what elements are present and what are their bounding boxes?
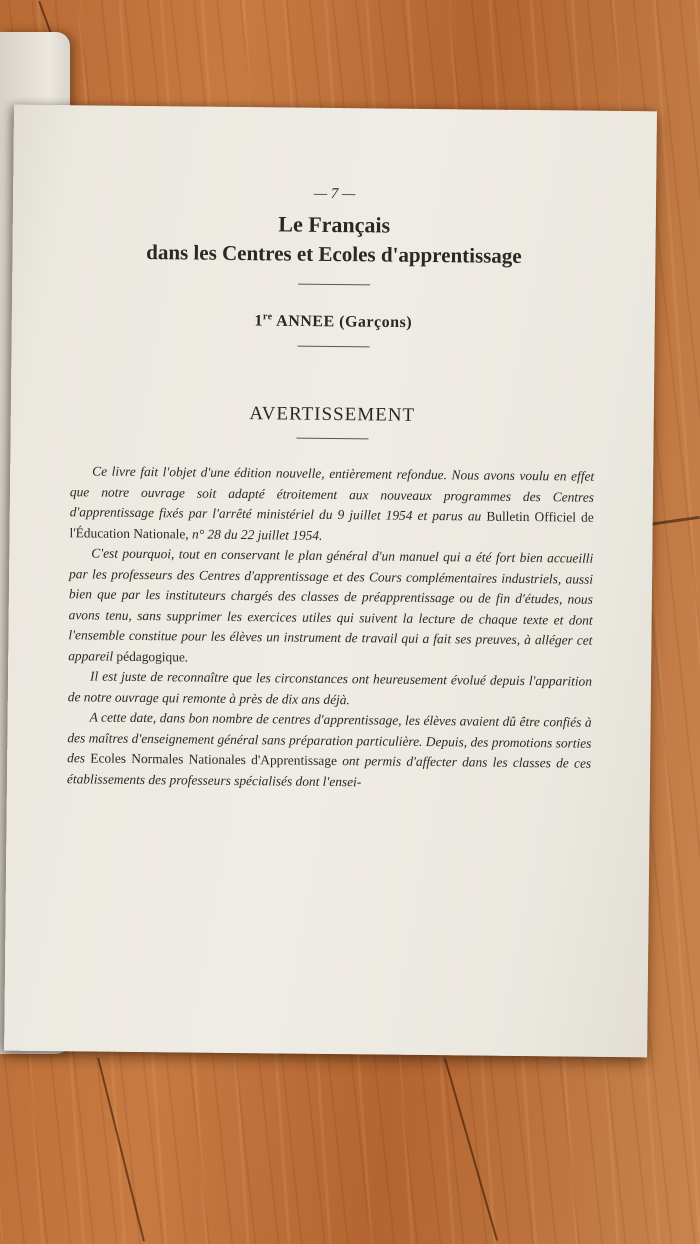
- year-number: 1: [254, 312, 263, 330]
- paragraph: [67, 707, 592, 794]
- page-number: — 7 —: [313, 185, 356, 203]
- floor-plank-gap: [444, 1058, 498, 1240]
- paragraph-text: ont permis d'affecter dans les classes de ces établissements des professeurs spécialisés dont l'ensei-: [66, 753, 592, 789]
- body-text: [67, 461, 594, 794]
- title-line-1: Le Français: [278, 211, 391, 238]
- paragraph-text: .: [184, 648, 189, 664]
- paragraph-upright-text: Bulletin Officiel de l'Éducation Nationale: [69, 508, 594, 541]
- title-divider: [298, 284, 370, 286]
- paragraph-text: , n° 28 du 22 juillet 1954.: [185, 525, 323, 543]
- paragraph-text: C'est pourquoi, tout en conservant le plan général d'un manuel qui a été fort bien accueilli par les professeurs des Centres d'apprentissage et des Cours complémentaires industriels, aussi bien que par les instituteurs chargés des classes de préapprentissage ou de fin d'études, nous avons tenu, sans supprimer les exercices utiles qui suivent la lecture de chaque texte et dont l'ensemble constitue pour les élèves un instrument de travail qui a fait ses preuves, à alléger cet appareil: [68, 545, 594, 664]
- year-superscript: re: [262, 311, 273, 323]
- year-divider: [297, 346, 369, 348]
- paragraph: [68, 543, 593, 671]
- paragraph-text: Ce livre fait l'objet d'une édition nouvelle, entièrement refondue. Nous avons voulu en effet que notre ouvrage soit adapté étroitement aux nouveaux programmes des Centres d'apprentissage fixés par l'arrêté ministériel du 9 juillet 1954 et parus au: [69, 463, 595, 524]
- section-heading: AVERTISSEMENT: [249, 403, 416, 426]
- paragraph-text: Il est juste de reconnaître que les circonstances ont heureusement évolué depuis l'apparition de notre ouvrage qui remonte à près de dix ans déjà.: [67, 668, 593, 707]
- paragraph-upright-text: Ecoles Normales Nationales d'Apprentissage: [90, 750, 338, 769]
- paragraph-text: A cette date, dans bon nombre de centres d'apprentissage, les élèves avaient dû être confiés à des maîtres d'enseignement général sans préparation particulière. Depuis, des promotions sorties des: [67, 709, 592, 766]
- year-label: ANNEE (Garçons): [272, 312, 413, 332]
- book-page: [4, 105, 657, 1058]
- paragraph-upright-text: pédagogique: [116, 648, 185, 664]
- heading-divider: [297, 438, 369, 440]
- year-heading: [12, 309, 655, 335]
- paragraph: [69, 461, 594, 548]
- floor-plank-gap: [97, 1058, 145, 1242]
- title-line-2: dans les Centres et Ecoles d'apprentissage: [146, 240, 522, 268]
- paragraph: [68, 666, 592, 712]
